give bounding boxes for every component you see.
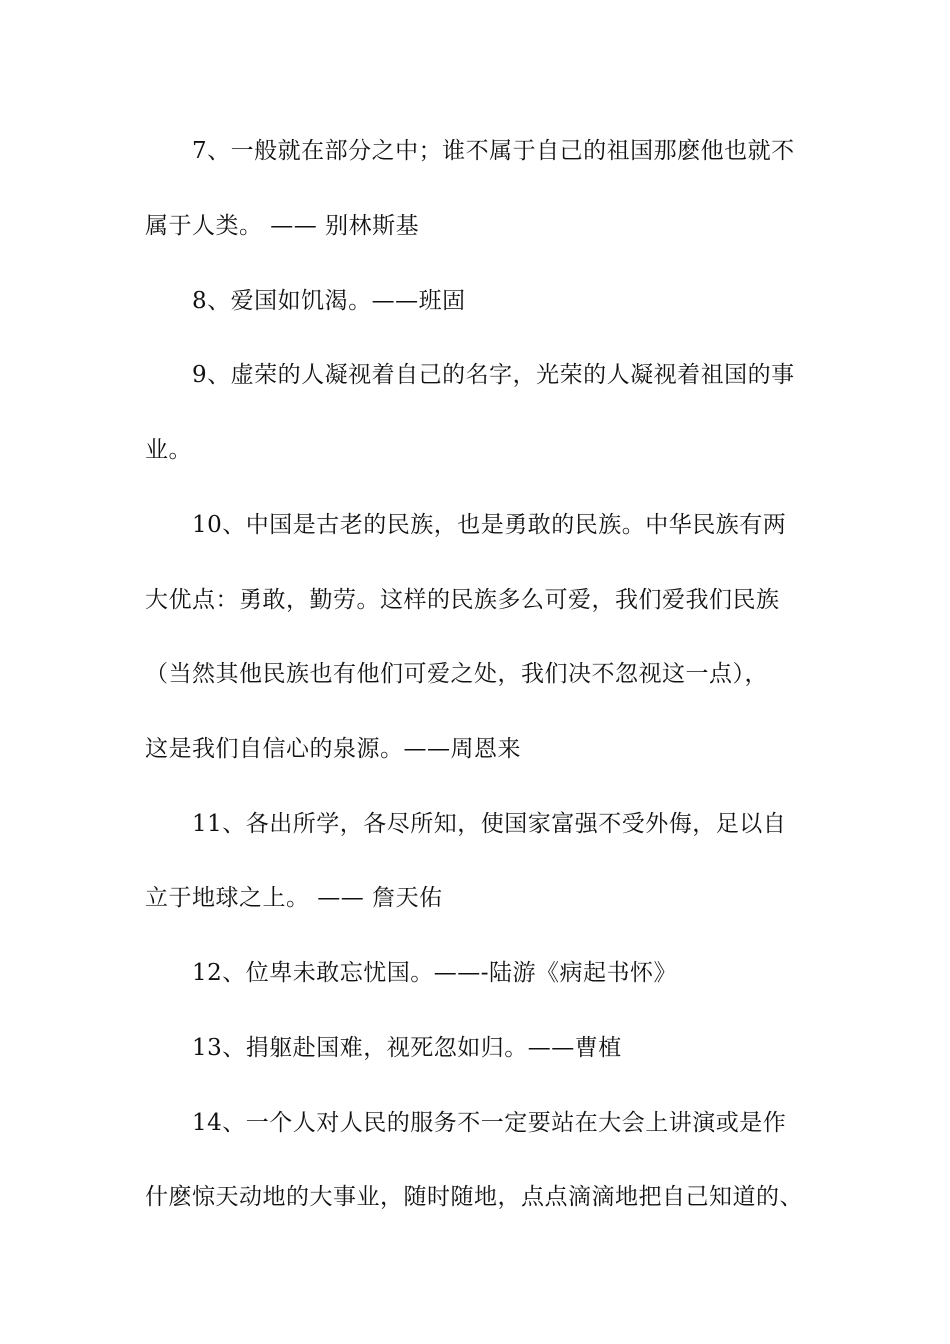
quote-10-line-2: 大优点：勇敢，勤劳。这样的民族多么可爱，我们爱我们民族	[145, 587, 780, 613]
quote-11-line-1: 11、各出所学，各尽所知，使国家富强不受外侮，足以自	[192, 811, 787, 837]
quote-14-line-1: 14、一个人对人民的服务不一定要站在大会上讲演或是作	[192, 1110, 787, 1136]
quote-7-line-1: 7、一般就在部分之中；谁不属于自己的祖国那麽他也就不	[192, 138, 795, 164]
quote-8-line-1: 8、爱国如饥渴。——班固	[192, 288, 466, 314]
quote-13-line-1: 13、捐躯赴国难，视死忽如归。——曹植	[192, 1035, 622, 1061]
quote-14-line-2: 什麽惊天动地的大事业，随时随地，点点滴滴地把自己知道的、	[145, 1184, 803, 1210]
quote-10-line-4: 这是我们自信心的泉源。——周恩来	[145, 736, 521, 762]
quote-11-line-2: 立于地球之上。 —— 詹天佑	[145, 885, 443, 911]
quote-10-line-1: 10、中国是古老的民族，也是勇敢的民族。中华民族有两	[192, 512, 787, 538]
quote-7-line-2: 属于人类。 —— 别林斯基	[145, 213, 420, 239]
quote-9-line-2: 业。	[145, 437, 192, 463]
quote-9-line-1: 9、虚荣的人凝视着自己的名字，光荣的人凝视着祖国的事	[192, 362, 795, 388]
quote-10-line-3: （当然其他民族也有他们可爱之处，我们决不忽视这一点），	[145, 661, 768, 687]
quote-12-line-1: 12、位卑未敢忘忧国。——-陆游《病起书怀》	[192, 960, 678, 986]
